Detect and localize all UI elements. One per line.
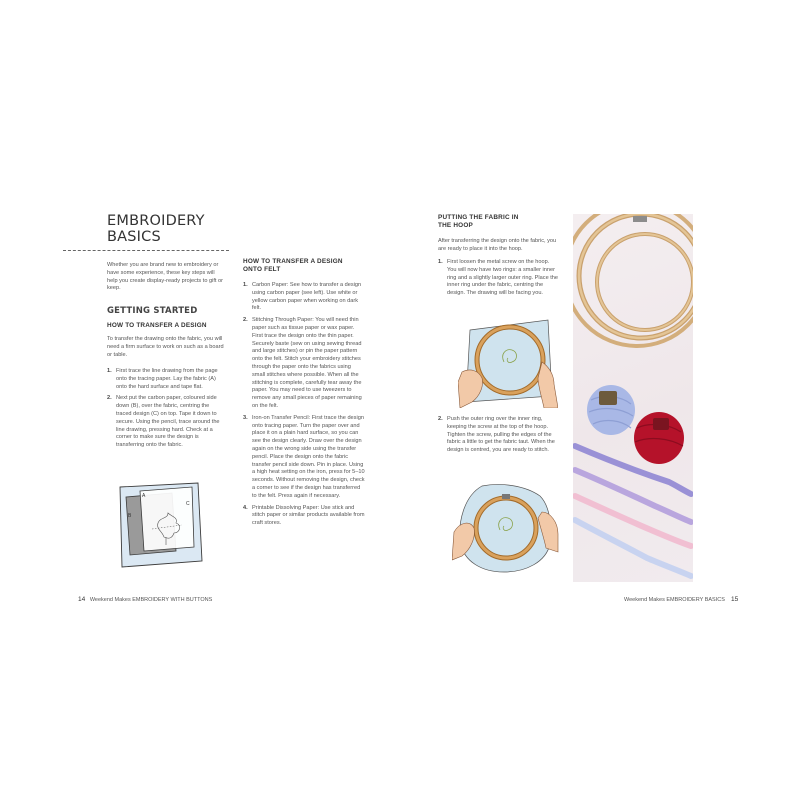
col1-paragraph: To transfer the drawing onto the fabric, you will need a firm surface to work on such as a board or table. bbox=[107, 336, 224, 358]
hoops-and-threads-photo bbox=[573, 214, 693, 582]
right-intro: After transferring the design onto the fabric, you are ready to place it into the hoop. bbox=[438, 238, 557, 252]
photo-artwork bbox=[573, 214, 693, 582]
list-item: 1. First trace the line drawing from the page onto the tracing paper. Lay the fabric (A) onto the hard surface and tape flat. bbox=[107, 368, 218, 390]
right-heading: PUTTING THE FABRIC IN THE HOOP bbox=[438, 214, 519, 229]
label-c: C bbox=[186, 501, 190, 507]
page-title: EMBROIDERY BASICS bbox=[107, 213, 205, 245]
hoop-illustration-inner-ring bbox=[458, 312, 558, 408]
running-footer-right: Weekend Makes EMBROIDERY BASICS bbox=[624, 597, 725, 603]
intro-paragraph: Whether you are brand new to embroidery or have some experience, these key steps will help you create display-ready projects to gift or keep. bbox=[107, 262, 223, 292]
running-footer-left: Weekend Makes EMBROIDERY WITH BUTTONS bbox=[89, 597, 213, 603]
col2-heading: HOW TO TRANSFER A DESIGN ONTO FELT bbox=[243, 258, 343, 273]
right-steps-2 bbox=[438, 416, 560, 459]
transfer-diagram bbox=[112, 477, 208, 573]
page-number-left: 14 bbox=[78, 596, 86, 603]
list-item: 2. Stitching Through Paper: You will need thin paper such as tissue paper or wax paper. First trace the design onto the thin paper. Securely baste (sew on using sewing thread and large stitches) or pin the paper pattern onto the felt. Stitch your embroidery stitches through the paper onto the fabrics using small stitches where possible. When all the stitching is complete, carefully tear away the paper. You may need to use tweezers to remove any small pieces of paper remaining on the felt. bbox=[243, 317, 362, 409]
list-item: 1. Carbon Paper: See how to transfer a design using carbon paper (see left). Use white or yellow carbon paper when working on dark felt. bbox=[243, 282, 362, 312]
col1-steps bbox=[107, 368, 225, 454]
title-divider bbox=[63, 250, 229, 251]
list-item: 3. Iron-on Transfer Pencil: First trace the design onto tracing paper. Turn the paper over and place it on a plain hard surface, so you can see the design clearly. Draw over the design again on the wrong side using the transfer pencil. Place the design onto the fabric transfer pencil side down. Pin in place. Using a high heat setting on the iron, press for 5–10 seconds. Without removing the design, check a corner to see if the design has transferred to the felt. Press again if necessary. bbox=[243, 414, 365, 499]
right-folio bbox=[624, 596, 738, 603]
left-folio bbox=[78, 596, 212, 603]
list-item: 2. Push the outer ring over the inner ring, keeping the screw at the top of the hoop. Tighten the screw, pulling the edges of the fabric a little to get the fabric taut. When the design is centred, you are ready to stitch. bbox=[438, 416, 555, 454]
label-a: A bbox=[142, 493, 146, 499]
right-steps-1 bbox=[438, 259, 560, 302]
label-b: B bbox=[128, 513, 132, 519]
list-item: 2. Next put the carbon paper, coloured side down (B), over the fabric, centring the traced design (C) on top. Tape it down to secure. Using the pencil, trace around the line drawing, pressing hard. Check at a corner to make sure the design is transferring onto the fabric. bbox=[107, 395, 220, 449]
hoop-illustration-outer-ring bbox=[452, 482, 560, 574]
section-heading: GETTING STARTED bbox=[107, 306, 198, 316]
col2-steps bbox=[243, 282, 365, 532]
page-number-right: 15 bbox=[731, 596, 739, 603]
list-item: 1. First loosen the metal screw on the hoop. You will now have two rings: a smaller inner ring and a slightly larger outer ring. Place the inner ring under the fabric, centring the design. The drawing will be facing you. bbox=[438, 259, 559, 297]
col1-heading: HOW TO TRANSFER A DESIGN bbox=[107, 322, 207, 329]
list-item: 4. Printable Dissolving Paper: Use stick and stitch paper or similar products available from craft stores. bbox=[243, 504, 365, 527]
